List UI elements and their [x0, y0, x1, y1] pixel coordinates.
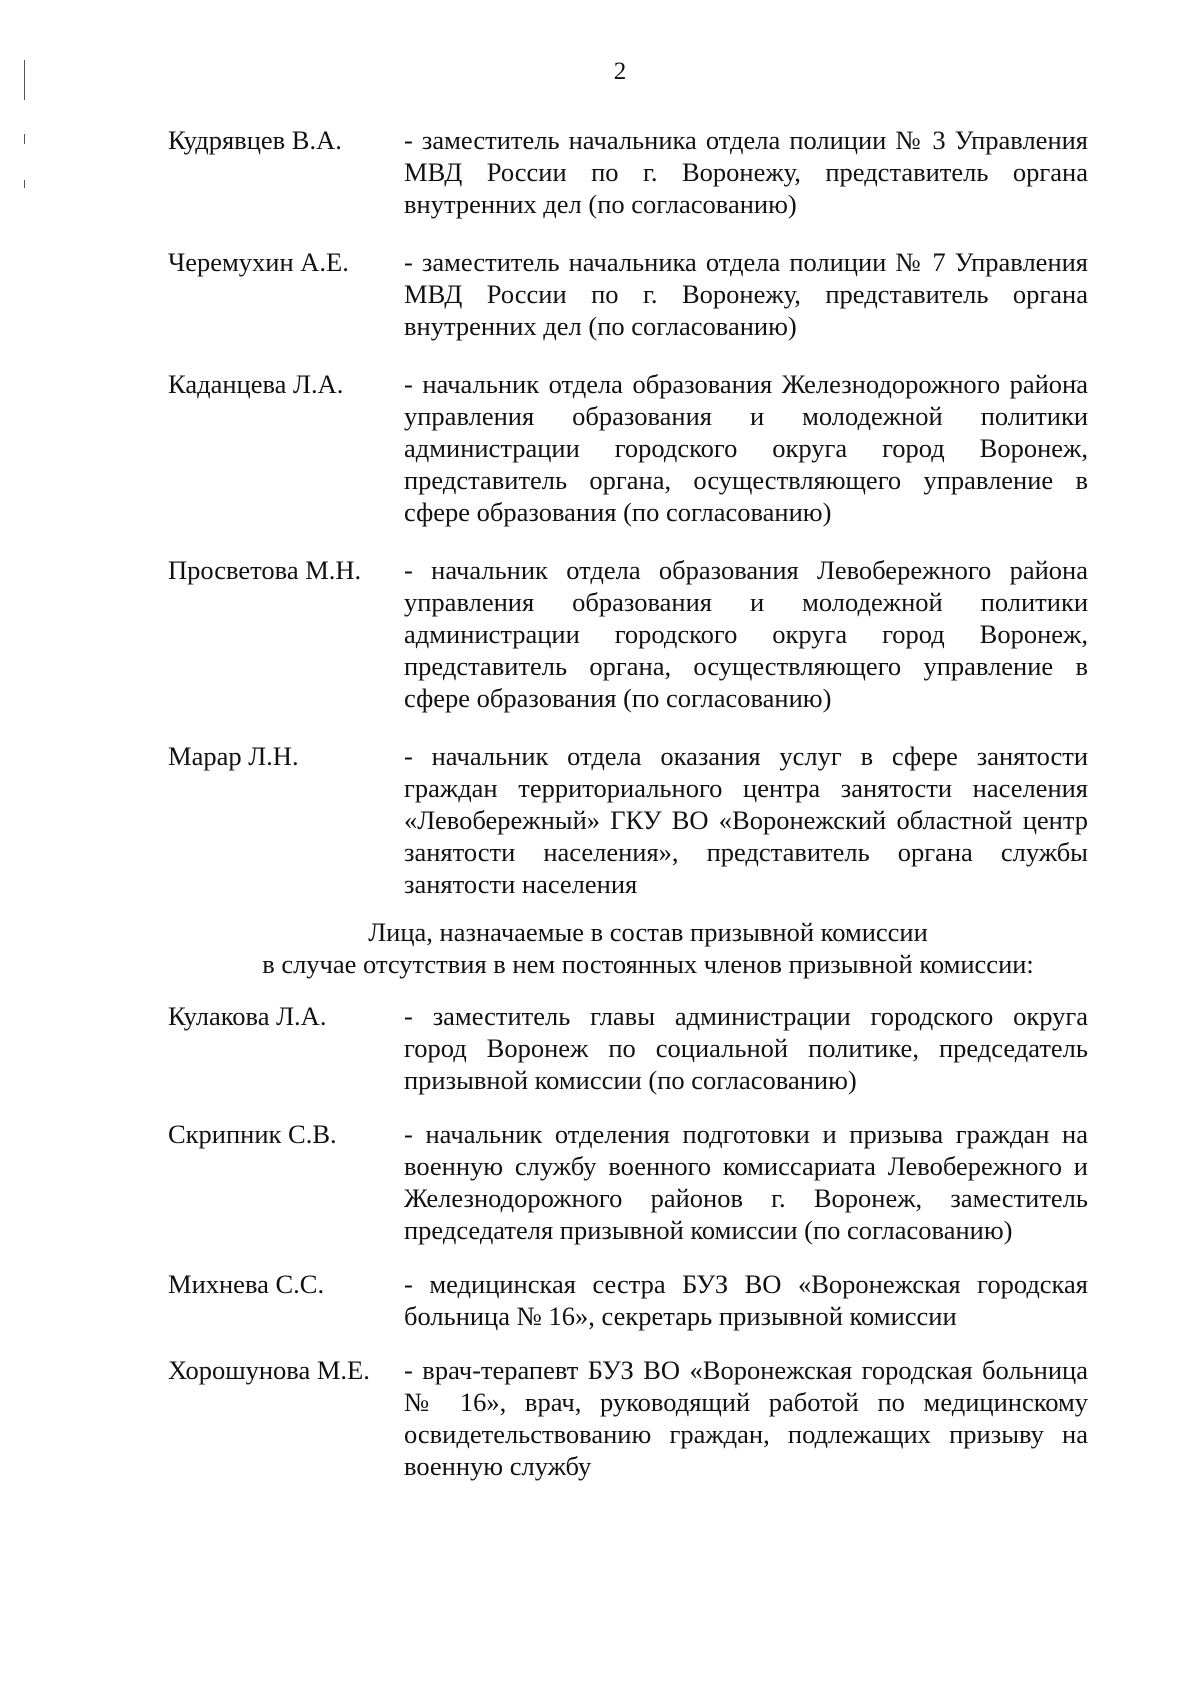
member-name: Каданцева Л.А. — [168, 369, 344, 399]
member-role: - заместитель начальника отдела полиции № 7 Управления МВД России по г. Воронежу, представитель органа внутренних дел (по согласованию) — [404, 247, 1088, 341]
member-role: - врач-терапевт БУЗ ВО «Воронежская городская больница № 16», врач, руководящий работой по медицинскому освидетельствованию граждан, подлежащих призыву на военную службу — [404, 1355, 1088, 1481]
member-entry — [168, 1354, 1088, 1482]
member-role: - заместитель начальника отдела полиции № 3 Управления МВД России по г. Воронежу, представитель органа внутренних дел (по согласованию) — [404, 125, 1088, 219]
member-entry — [168, 368, 1088, 528]
member-role: - медицинская сестра БУЗ ВО «Воронежская городская больница № 16», секретарь призывной комиссии — [404, 1269, 1088, 1331]
scan-edge-mark — [24, 134, 25, 144]
member-role: - начальник отдела образования Железнодорожного района управления образования и молодежной политики администрации городского округа город Воронеж, представитель органа, осуществляющего управление в сфере образования (по согласованию) — [404, 369, 1088, 527]
member-name: Скрипник С.В. — [168, 1119, 337, 1149]
member-entry — [168, 1000, 1088, 1096]
member-entry — [168, 1118, 1088, 1246]
member-name: Марар Л.Н. — [168, 741, 299, 771]
page-number: 2 — [613, 58, 627, 85]
member-name: Кулакова Л.А. — [168, 1001, 327, 1031]
member-name: Кудрявцев В.А. — [168, 125, 342, 155]
member-entry — [168, 124, 1088, 220]
reserve-member-list — [168, 1000, 1088, 1482]
member-role: - начальник отдела образования Левобережного района управления образования и молодежной политики администрации городского округа город Воронеж, представитель органа, осуществляющего управление в сфере образования (по согласованию) — [404, 555, 1088, 713]
member-list — [168, 124, 1088, 900]
member-role: - начальник отдела оказания услуг в сфере занятости граждан территориального центра занятости населения «Левобережный» ГКУ ВО «Воронежский областной центр занятости населения», представитель органа службы занятости населения — [404, 741, 1088, 899]
member-entry — [168, 740, 1088, 900]
heading-line: в случае отсутствия в нем постоянных членов призывной комиссии: — [262, 949, 1034, 979]
member-entry — [168, 554, 1088, 714]
member-name: Михнева С.С. — [168, 1269, 325, 1299]
member-role: - заместитель главы администрации городского округа город Воронеж по социальной политике, председатель призывной комиссии (по согласованию) — [404, 1001, 1088, 1095]
member-entry — [168, 246, 1088, 342]
scan-edge-mark — [24, 180, 25, 188]
member-name: Просветова М.Н. — [168, 555, 362, 585]
member-role: - начальник отделения подготовки и призыва граждан на военную службу военного комиссариата Левобережного и Железнодорожного районов г. Воронеж, заместитель председателя призывной комиссии (по согласованию) — [404, 1119, 1088, 1245]
heading-line: Лица, назначаемые в состав призывной комиссии — [368, 917, 928, 947]
member-name: Черемухин А.Е. — [168, 247, 349, 277]
reserve-members-heading — [168, 916, 1088, 980]
member-name: Хорошунова М.Е. — [168, 1355, 370, 1385]
member-entry — [168, 1268, 1088, 1332]
